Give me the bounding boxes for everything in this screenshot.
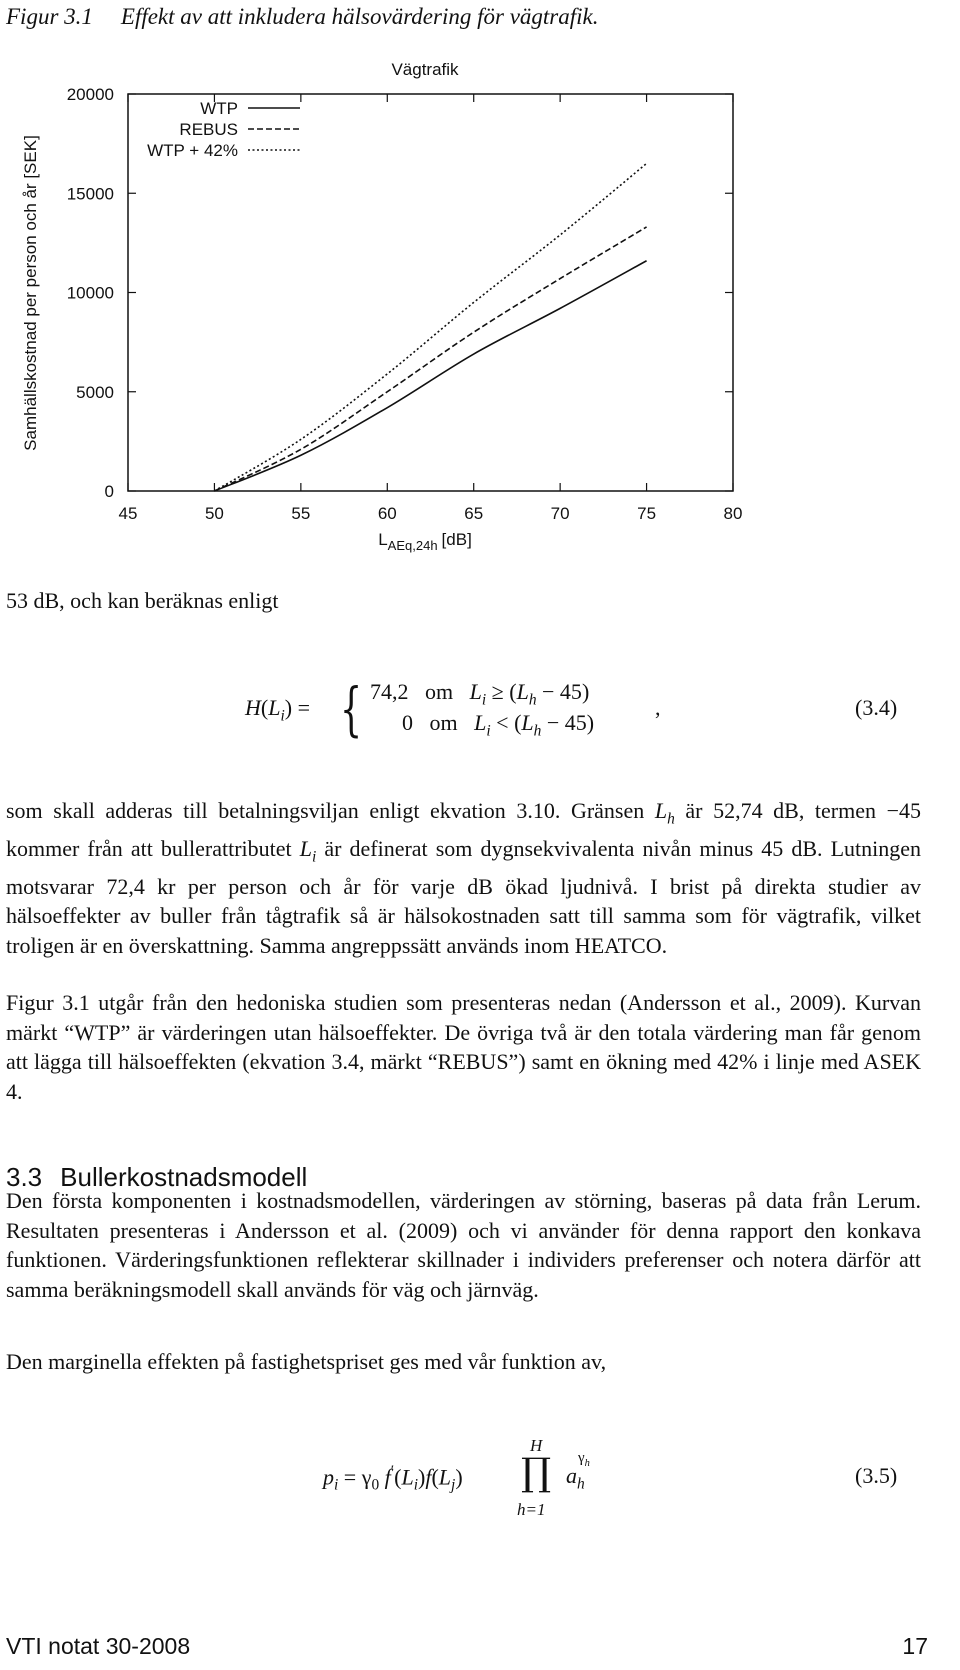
chart-title: Vägtrafik — [391, 60, 459, 79]
y-tick-label: 10000 — [66, 283, 114, 303]
left-brace: { — [340, 675, 363, 743]
legend — [147, 99, 300, 160]
section-title: Bullerkostnadsmodell — [60, 1162, 308, 1192]
series-line-wtp — [214, 261, 646, 491]
x-tick-label: 50 — [204, 504, 224, 523]
y-tick-label: 20000 — [66, 85, 114, 104]
y-axis-label: Samhällskostnad per person och år [SEK] — [21, 135, 40, 451]
legend-label: WTP — [200, 99, 238, 118]
eq34-row1: 74,2 om $L_i \ge (L_h - 45)$ — [370, 679, 590, 709]
x-tick-label: 65 — [464, 504, 484, 523]
x-tick-label: 60 — [377, 504, 397, 523]
paragraph-2: Figur 3.1 utgår från den hedoniska studien som presenteras nedan (Andersson et al., 2009). Kurvan märkt “WTP” är värderingen utan hälsoeffekter. De övriga två är den totala värdering man får genom att lägga till hälsoeffekten (ekvation 3.4, märkt “REBUS”) samt en ökning med 42% i linje med ASEK 4. — [6, 990, 921, 1104]
paragraph-1: som skall adderas till betalningsviljan enligt ekvation 3.10. Gränsen $L_h$ är 52,74 dB, termen −45 kommer från att bullerattributet $L_i$ är definerat som dygnsekvivalenta nivån minus 45 dB. Lutningen motsvarar 72,4 kr per person och år för varje dB ökad ljudnivå. I brist på direkta studier av hälsoeffekter av buller från tågtrafik så är hälsokostnaden satt till samma som för vägtrafik, vilket troligen är en överskattning. Samma angreppssätt används inom HEATCO. — [6, 798, 922, 958]
x-tick-label: 55 — [291, 504, 311, 523]
x-axis-label — [378, 530, 472, 553]
product-upper-limit: H — [530, 1436, 543, 1455]
y-tick-label: 0 — [104, 482, 114, 501]
series-group — [214, 163, 646, 491]
section-number: 3.3 — [6, 1162, 43, 1192]
x-axis-label-sub: AEq,24h — [387, 538, 438, 553]
x-tick-label: 75 — [637, 504, 657, 523]
eq35-exponent: $\gamma_h$ — [578, 1450, 590, 1469]
x-tick-label: 80 — [723, 504, 743, 523]
eq34-row2: 0 om $L_i < (L_h - 45)$ — [402, 710, 595, 740]
eq34-comma: , — [655, 695, 661, 720]
figure-title: Effekt av att inkludera hälsovärdering för vägtrafik. — [120, 4, 599, 29]
footer-report-id: VTI notat 30-2008 — [6, 1633, 191, 1659]
paragraph-3: Den första komponenten i kostnadsmodellen, värderingen av störning, baseras på data från Lerum. Resultaten presenteras i Andersson et al. (2009) och vi använder för denna rapport den konkava funktionen. Värderingsfunktionen reflekterar skillnader i individers preferenser och notera därför att samma beräkningsmodell skall används för väg och järnväg. — [6, 1188, 921, 1302]
eq34-lhs: $H(L_i)$ = — [245, 695, 310, 725]
legend-label: WTP + 42% — [147, 141, 238, 160]
y-tick-label: 5000 — [76, 382, 114, 402]
page-number: 17 — [902, 1633, 928, 1659]
product-lower-limit: h=1 — [517, 1500, 546, 1519]
paragraph-4: Den marginella effekten på fastighetspriset ges med vår funktion av, — [6, 1349, 607, 1374]
x-tick-label: 70 — [550, 504, 570, 523]
figure-caption — [6, 4, 599, 30]
eq35-factor: $a_h$ — [566, 1463, 585, 1493]
x-axis-label-main: L — [378, 530, 388, 549]
series-line-rebus — [214, 227, 646, 491]
series-line-wtp-42 — [214, 163, 646, 491]
x-axis-label-unit: [dB] — [441, 530, 472, 549]
eq35-lhs: $p_i = \gamma_0$ $f'(L_i)f(L_j)$ — [323, 1463, 463, 1494]
equation-number-3-5: (3.5) — [855, 1463, 898, 1488]
legend-label: REBUS — [179, 120, 238, 139]
product-symbol: ∏ — [521, 1450, 552, 1494]
y-tick-label: 15000 — [66, 184, 114, 204]
x-tick-label: 45 — [118, 504, 138, 523]
line-chart — [0, 40, 960, 560]
equation-number-3-4: (3.4) — [855, 695, 898, 720]
intro-line: 53 dB, och kan beräknas enligt — [6, 588, 279, 613]
figure-label: Figur 3.1 — [6, 4, 93, 29]
